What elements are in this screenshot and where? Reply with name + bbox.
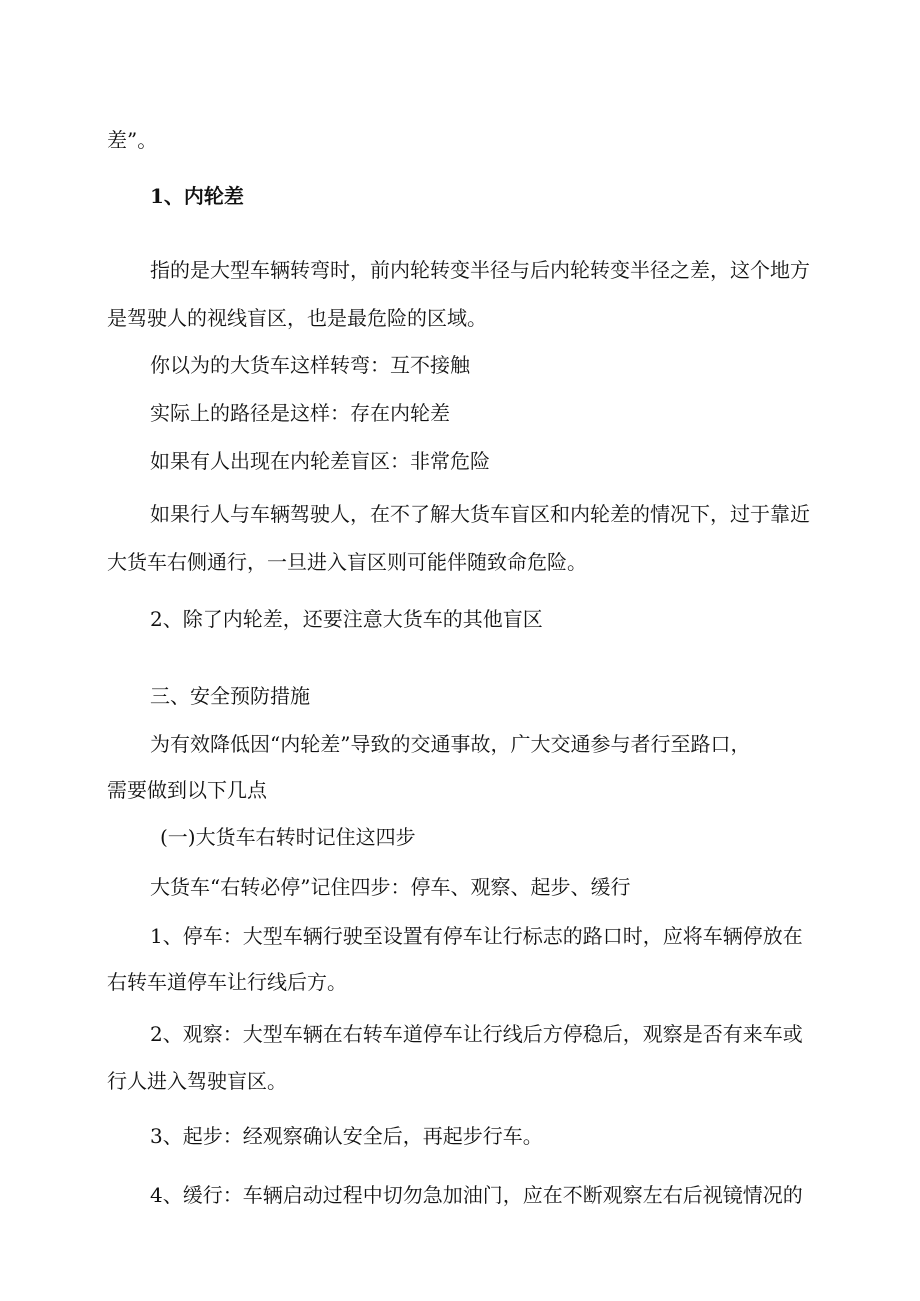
- paragraph-line: 如果有人出现在内轮差盲区：非常危险: [150, 449, 490, 473]
- paragraph-line: 为有效降低因“内轮差”导致的交通事故，广大交通参与者行至路口，: [150, 732, 751, 756]
- paragraph-line: 实际上的路径是这样：存在内轮差: [150, 401, 450, 425]
- paragraph-line: 2、观察：大型车辆在右转车道停车让行线后方停稳后，观察是否有来车或: [150, 1022, 803, 1046]
- section-heading: 三、安全预防措施: [150, 684, 310, 708]
- paragraph-line: 如果行人与车辆驾驶人，在不了解大货车盲区和内轮差的情况下，过于靠近: [150, 502, 810, 526]
- paragraph-line: 4、缓行：车辆启动过程中切勿急加油门，应在不断观察左右后视镜情况的: [150, 1183, 803, 1207]
- section-heading: 1、内轮差: [150, 184, 244, 208]
- paragraph-line: 指的是大型车辆转弯时，前内轮转变半径与后内轮转变半径之差，这个地方: [150, 258, 810, 282]
- paragraph-line: 大货车右侧通行，一旦进入盲区则可能伴随致命危险。: [107, 550, 587, 574]
- paragraph-line: 大货车“右转必停”记住四步：停车、观察、起步、缓行: [150, 875, 631, 899]
- paragraph-line: 差”。: [107, 128, 158, 152]
- paragraph-line: 1、停车：大型车辆行驶至设置有停车让行标志的路口时，应将车辆停放在: [150, 924, 803, 948]
- subsection-heading: (一)大货车右转时记住这四步: [160, 825, 416, 849]
- paragraph-line: 行人进入驾驶盲区。: [107, 1069, 287, 1093]
- paragraph-line: 3、起步：经观察确认安全后，再起步行车。: [150, 1124, 543, 1148]
- paragraph-line: 你以为的大货车这样转弯：互不接触: [150, 353, 470, 377]
- section-heading: 2、除了内轮差，还要注意大货车的其他盲区: [150, 607, 543, 631]
- paragraph-line: 是驾驶人的视线盲区，也是最危险的区域。: [107, 306, 487, 330]
- paragraph-line: 需要做到以下几点: [107, 778, 267, 802]
- paragraph-line: 右转车道停车让行线后方。: [107, 970, 347, 994]
